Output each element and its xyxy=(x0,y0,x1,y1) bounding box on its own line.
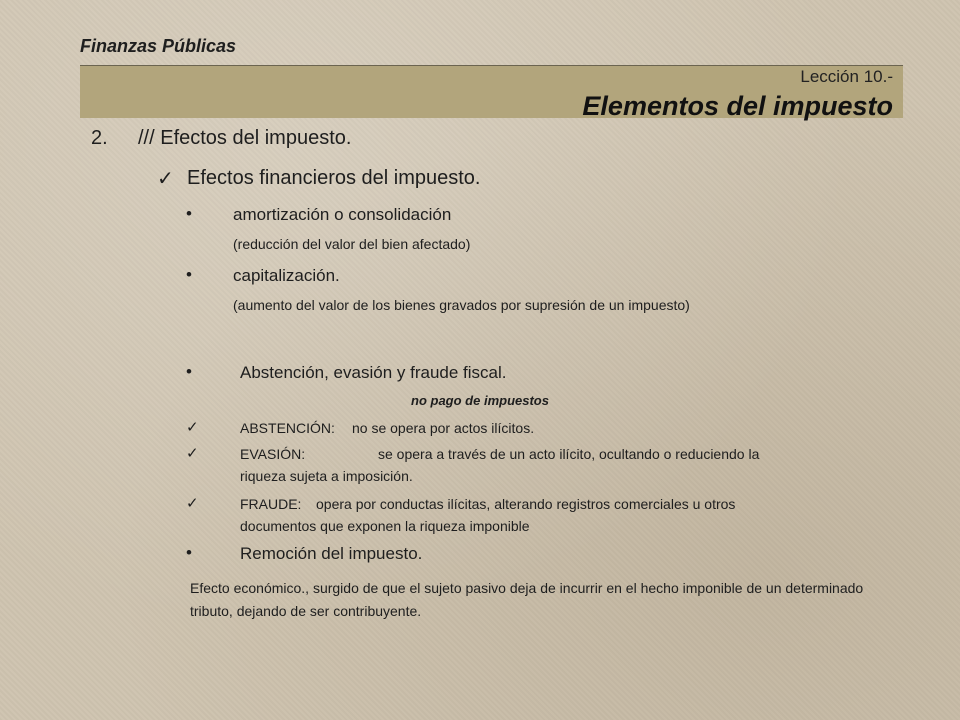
check-icon: ✓ xyxy=(186,445,199,462)
item-capitalization-label: capitalización. xyxy=(233,266,340,285)
check-icon: ✓ xyxy=(186,495,199,512)
removal-text: Efecto económico., surgido de que el sujeto pasivo deja de incurrir en el hecho imponible de un determinado tributo, dejando de ser contribuyente. xyxy=(190,580,864,619)
fraud-term: FRAUDE: xyxy=(240,496,302,512)
lesson-number: Lección 10.- xyxy=(800,67,893,86)
bullet-icon: • xyxy=(186,362,192,381)
evasion-text: se opera a través de un acto ilícito, ocultando o reduciendo la xyxy=(378,446,760,462)
fraud-text-line2: documentos que exponen la riqueza imponible xyxy=(240,518,530,534)
bullet-icon: • xyxy=(186,204,192,223)
abstention-title: Abstención, evasión y fraude fiscal. xyxy=(240,363,507,382)
bullet-icon: • xyxy=(186,265,192,284)
abstention-term: ABSTENCIÓN: xyxy=(240,420,335,436)
financial-effects-title: Efectos financieros del impuesto. xyxy=(187,167,481,189)
lesson-title: Elementos del impuesto xyxy=(582,91,893,121)
item-amortization-note: (reducción del valor del bien afectado) xyxy=(233,236,471,252)
check-icon: ✓ xyxy=(157,168,174,190)
removal-title: Remoción del impuesto. xyxy=(240,544,423,563)
check-icon: ✓ xyxy=(186,419,199,436)
evasion-term: EVASIÓN: xyxy=(240,446,306,462)
fraud-text: opera por conductas ilícitas, alterando registros comerciales u otros xyxy=(316,496,736,512)
bullet-icon: • xyxy=(186,543,192,562)
abstention-subtitle: no pago de impuestos xyxy=(411,393,549,408)
item-amortization-label: amortización o consolidación xyxy=(233,205,452,224)
lesson-header-bar xyxy=(80,65,903,121)
item-capitalization-note: (aumento del valor de los bienes gravados por supresión de un impuesto) xyxy=(233,297,690,313)
abstention-text: no se opera por actos ilícitos. xyxy=(352,420,535,436)
course-title: Finanzas Públicas xyxy=(80,36,237,56)
section-number: 2. xyxy=(91,127,108,149)
section-title: /// Efectos del impuesto. xyxy=(138,127,352,149)
evasion-text-line2: riqueza sujeta a imposición. xyxy=(240,468,413,484)
